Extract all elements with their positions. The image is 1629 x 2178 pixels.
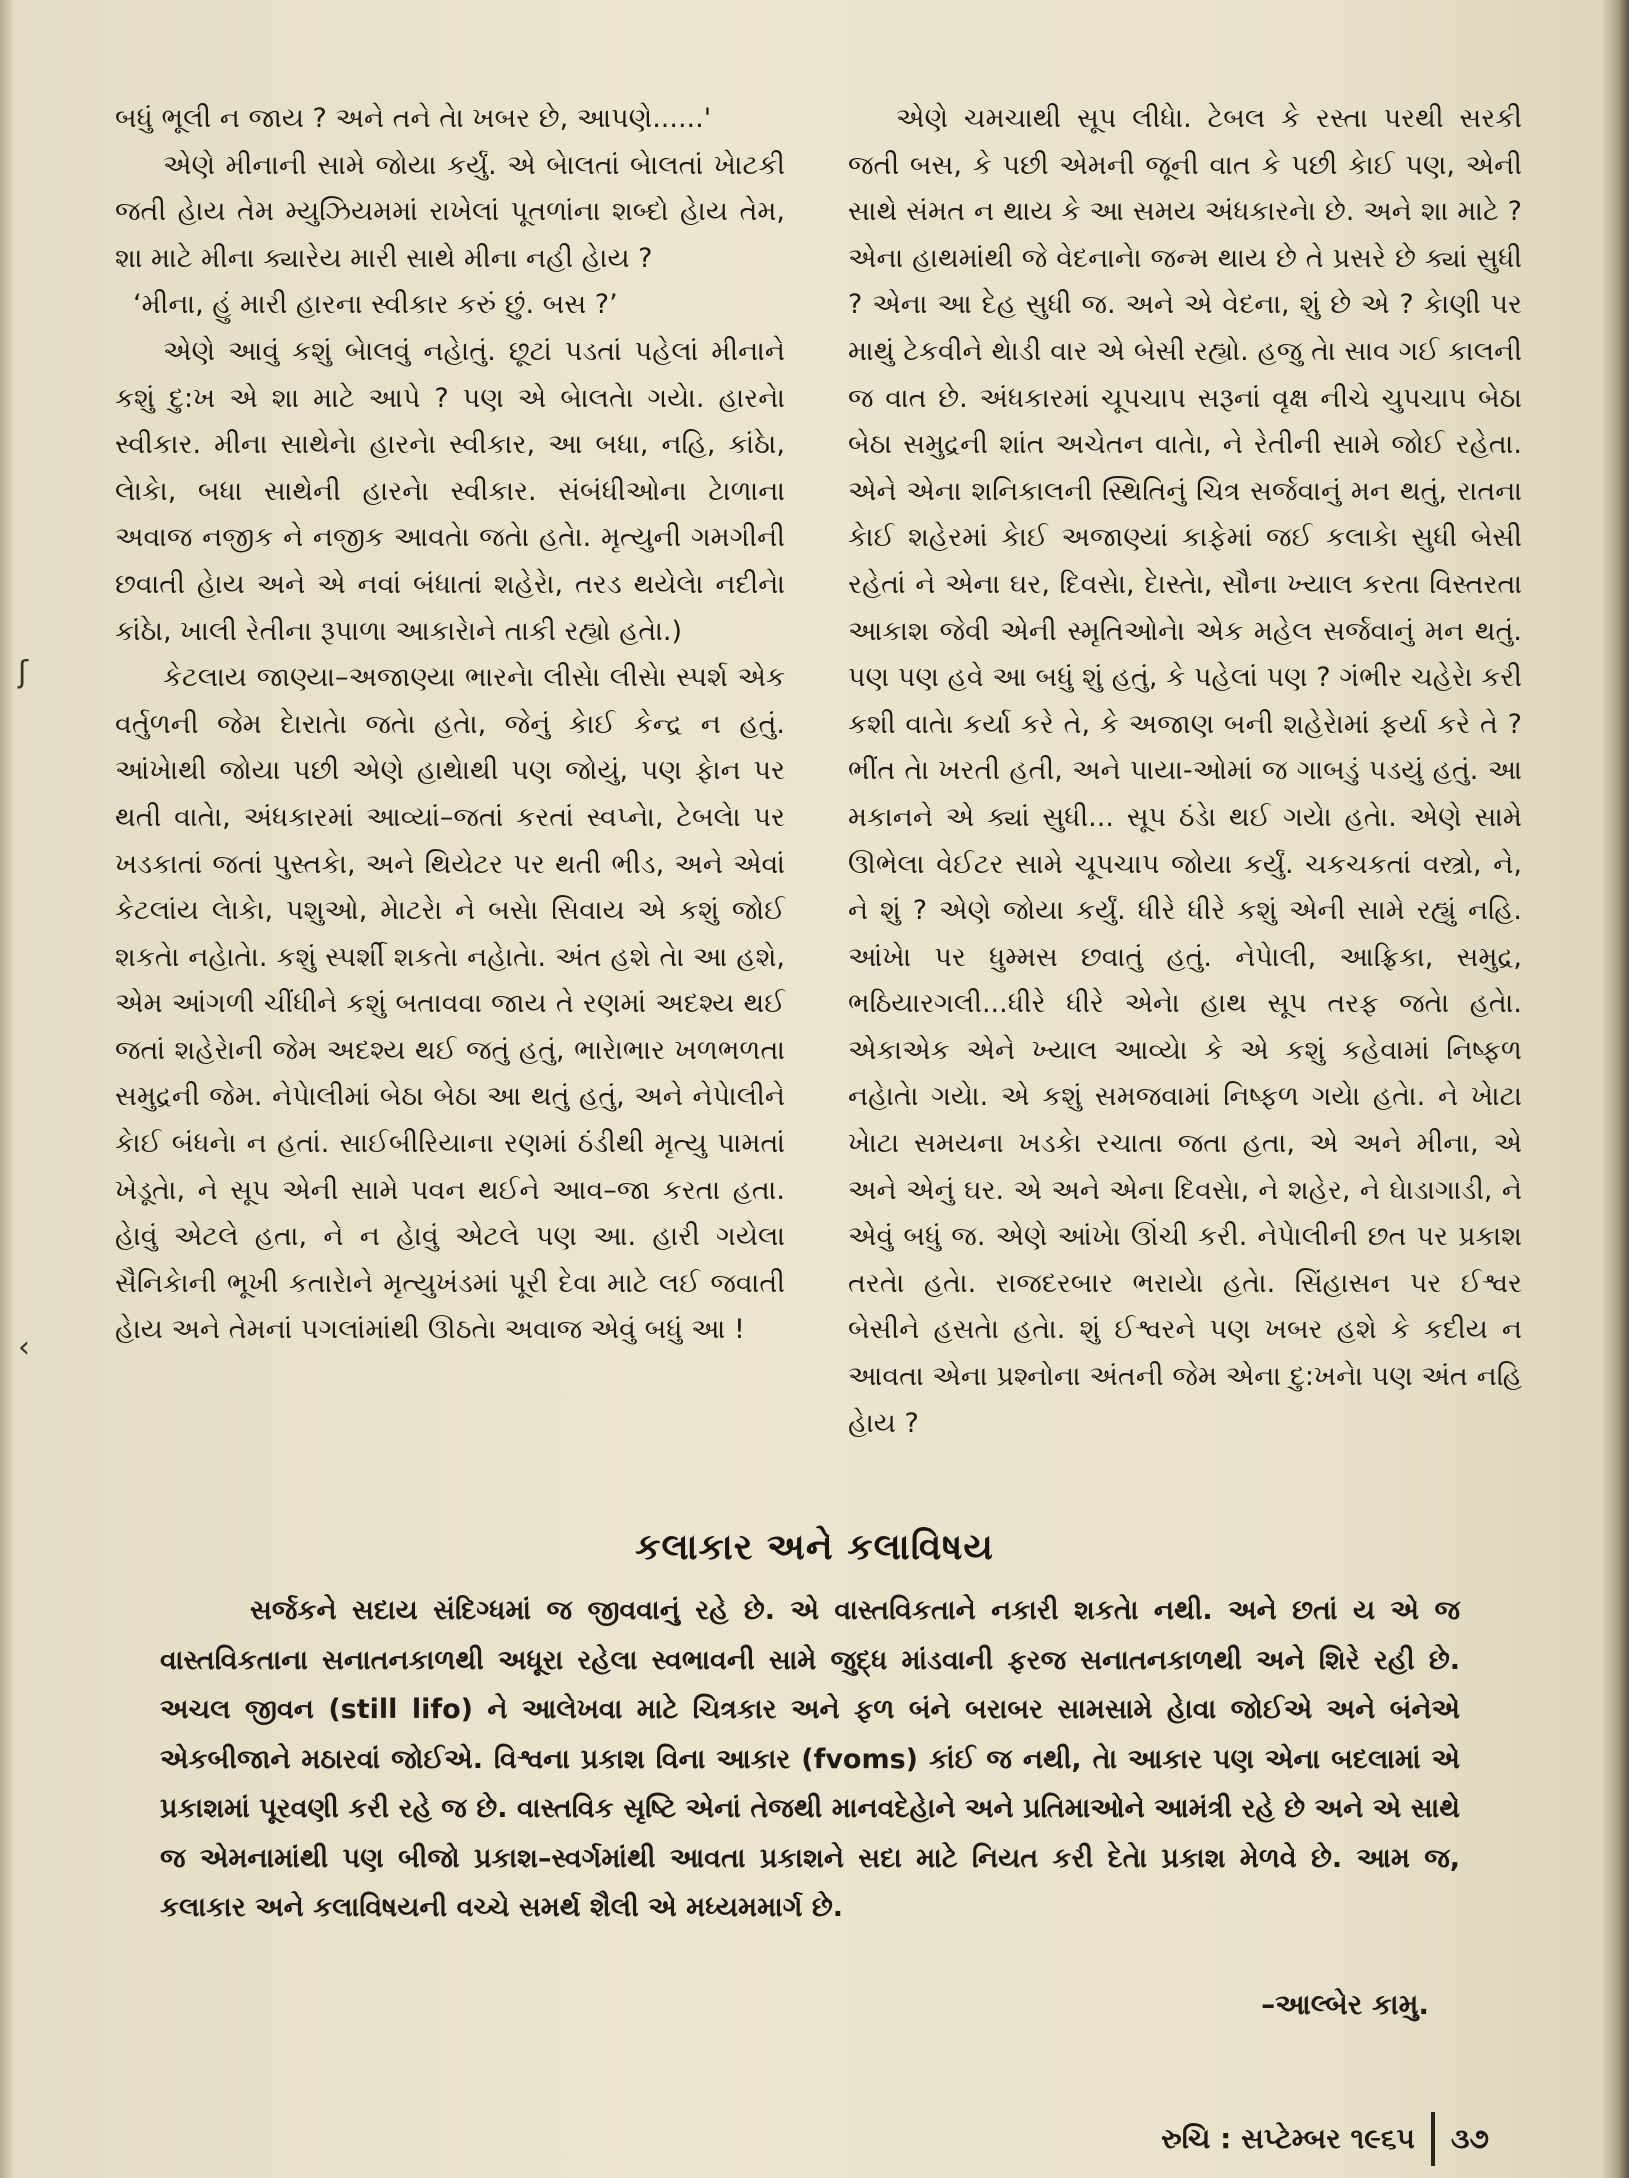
binding-shadow [1601, 0, 1629, 2178]
footer-divider [1431, 2112, 1435, 2166]
essay-signature: –આલ્બેર કામુ. [1261, 1988, 1429, 2021]
paragraph: કેટલાય જાણ્યા–અજાણ્યા ભારનેા લીસેા લીસેા સ્પર્શ એક વર્તુળની જેમ દેારાતેા જતેા હતેા, જેનું કેાઈ કેન્દ્ર ન હતું. આંખેાથી જોયા પછી એણે હાથેાથી પણ જોયું, પણ ફેાન પર થતી વાતેા, અંધકારમાં આવ્યાં–જતાં કરતાં સ્વપ્નેા, ટેબલેા પર ખડકાતાં જતાં પુસ્તકેા, અને થિયેટર પર થતી ભીડ, અને એવાં કેટલાંય લેાકેા, પશુઓ, મેાટરેા ને બસેા સિવાય એ કશું જોઈ શકતેા નહેાતેા. કશું સ્પર્શી શકતેા નહેાતેા. અંત હશે તેા આ હશે, એમ આંગળી ચીંધીને કશું બતાવવા જાય તે રણમાં અદશ્ય થઈ જતાં શહેરેાની જેમ અદશ્ય થઈ જતું હતું, ભારેાભાર ખળભળતા સમુદ્રની જેમ. નેપેાલીમાં બેઠા બેઠા આ થતું હતું, અને નેપેાલીને કેાઈ બંધનેા ન હતાં. સાઈબીરિયાના રણમાં ઠંડીથી મૃત્યુ પામતાં ખેડૂતેા, ને સૂપ એની સામે પવન થઈને આવ–જા કરતા હતા. હેાવું એટલે હતા, ને ન હેાવું એટલે પણ આ. હારી ગયેલા સૈનિકેાની ભૂખી કતારેાને મૃત્યુખંડમાં પૂરી દેવા માટે લઈ જવાતી હેાય અને તેમનાં પગલાંમાંથી ઊઠતેા અવાજ એવું બધું આ ! [115, 662, 785, 1346]
page-footer [1161, 2112, 1489, 2166]
page-number: ૩૭ [1450, 2122, 1489, 2155]
page-left-edge [0, 0, 14, 2178]
right-column [848, 96, 1522, 1447]
margin-mark: ‹ [18, 1330, 30, 1365]
paragraph: એણે મીનાની સામે જોયા કર્યું. એ બેાલતાં બેાલતાં ખેાટકી જતી હેાય તેમ મ્યુઝિયમમાં રાખેલાં પૂતળાંના શબ્દો હેાય તેમ, શા માટે મીના ક્યારેય મારી સાથે મીના નહી હેાય ? [115, 149, 785, 274]
paragraph: બધું ભૂલી ન જાય ? અને તને તેા ખબર છે, આપણે......' [115, 103, 712, 134]
paragraph: એણે ચમચાથી સૂપ લીધેા. ટેબલ કે રસ્તા પરથી સરકી જતી બસ, કે પછી એમની જૂની વાત કે પછી કેાઈ પણ, એની સાથે સંમત ન થાય કે આ સમય અંધકારનેા છે. અને શા માટે ? એના હાથમાંથી જે વેદનાનેા જન્મ થાય છે તે પ્રસરે છે ક્યાં સુધી ? એના આ દેહ સુધી જ. અને એ વેદના, શું છે એ ? કેાણી પર માથું ટેકવીને થેાડી વાર એ બેસી રહ્યો. હજુ તેા સાવ ગઈ કાલની જ વાત છે. અંધકારમાં ચૂપચાપ સરૂનાં વૃક્ષ નીચે ચુપચાપ બેઠા બેઠા સમુદ્રની શાંત અચેતન વાતેા, ને રેતીની સામે જોઈ રહેતા. એને એના શનિકાલની સ્થિતિનું ચિત્ર સર્જવાનું મન થતું, રાતના કેાઈ શહેરમાં કેાઈ અજાણ્યાં કાફેમાં જઈ કલાકેા સુધી બેસી રહેતાં ને એના ઘર, દિવસેા, દેાસ્તેા, સૌના ખ્યાલ કરતા વિસ્તરતા આકાશ જેવી એની સ્મૃતિઓનેા એક મહેલ સર્જવાનું મન થતું. પણ પણ હવે આ બધું શું હતું, કે પહેલાં પણ ? ગંભીર ચહેરેા કરી કશી વાતેા કર્યા કરે તે, કે અજાણ બની શહેરેામાં ફર્યા કરે તે ? ભીંત તેા ખરતી હતી, અને પાયા-ઓમાં જ ગાબડું પડયું હતું. આ મકાનને એ ક્યાં સુધી... સૂપ ઠંડેા થઈ ગયેા હતેા. એણે સામે ઊભેલા વેઈટર સામે ચૂપચાપ જોયા કર્યું. ચકચકતાં વસ્ત્રો, ને, ને શું ? એણે જોયા કર્યું. ધીરે ધીરે કશું એની સામે રહ્યું નહિ. આંખેા પર ધુમ્મસ છવાતું હતું. નેપેાલી, આફ્રિકા, સમુદ્ર, ભઠિયારગલી...ધીરે ધીરે એનેા હાથ સૂપ તરફ જતેા હતેા. એકાએક એને ખ્યાલ આવ્યેા કે એ કશું કહેવામાં નિષ્ફળ નહેાતેા ગયેા. એ કશું સમજવામાં નિષ્ફળ ગયેા હતેા. ને ખેાટા ખેાટા સમયના ખડકેા રચાતા જતા હતા, એ અને મીના, એ અને એનું ઘર. એ અને એના દિવસેા, ને શહેર, ને ઘેાડાગાડી, ને એવું બધું જ. એણે આંખેા ઊંચી કરી. નેપેાલીની છત પર પ્રકાશ તરતેા હતેા. રાજદરબાર ભરાયેા હતેા. સિંહાસન પર ઈશ્વર બેસીને હસતેા હતેા. શું ઈશ્વરને પણ ખબર હશે કે કદીય ન આવતા એના પ્રશ્નોના અંતની જેમ એના દુ:ખનેા પણ અંત નહિ હેાય ? [848, 103, 1522, 1439]
quoted-line: ‘મીના, હું મારી હારના સ્વીકાર કરું છું. બસ ?’ [133, 289, 618, 321]
paragraph: એણે આવું કશું બેાલવું નહેાતું. છૂટાં પડતાં પહેલાં મીનાને કશું દુ:ખ એ શા માટે આપે ? પણ એ બેાલતેા ગયેા. હારનેા સ્વીકાર. મીના સાથેનેા હારનેા સ્વીકાર, આ બધા, નહિ, કાંઠેા, લેાકેા, બધા સાથેની હારનેા સ્વીકાર. સંબંધીઓના ટેાળાના અવાજ નજીક ને નજીક આવતેા જતેા હતેા. મૃત્યુની ગમગીની છવાતી હેાય અને એ નવાં બંધાતાં શહેરેા, તરડ થયેલેા નદીનેા કાંઠેા, ખાલી રેતીના રૂપાળા આકારેાને તાકી રહ્યો હતેા.) [115, 335, 785, 647]
left-column [115, 96, 785, 1354]
essay-body: સર્જકને સદાય સંદિગ્ધમાં જ જીવવાનું રહે છે. એ વાસ્તવિકતાને નકારી શકતેા નથી. અને છતાં ય એ જ વાસ્તવિકતાના સનાતનકાળથી અધૂરા રહેલા સ્વભાવની સામે જુદ્ધ માંડવાની ફરજ સનાતનકાળથી અને શિરે રહી છે. અચલ જીવન (still lifo) ને આલેખવા માટે ચિત્રકાર અને ફળ બંને બરાબર સામસામે હેાવા જોઈએ અને બંનેએ એકબીજાને મઠારવાં જોઈએ. વિશ્વના પ્રકાશ વિના આકાર (fvoms) કાંઈ જ નથી, તેા આકાર પણ એના બદલામાં એ પ્રકાશમાં પૂરવણી કરી રહે જ છે. વાસ્તવિક સૃષ્ટિ એનાં તેજથી માનવદેહેાને અને પ્રતિમાઓને આમંત્રી રહે છે અને એ સાથે જ એમનામાંથી પણ બીજો પ્રકાશ–સ્વર્ગમાંથી આવતા પ્રકાશને સદા માટે નિયત કરી દેતેા પ્રકાશ મેળવે છે. આમ જ, કલાકાર અને કલાવિષયની વચ્ચે સમર્થ શૈલી એ મધ્યમમાર્ગ છે. [160, 1595, 1460, 1923]
margin-mark: ʃ [18, 655, 29, 690]
running-head: રુચિ : સપ્ટેમ્બર ૧૯૬૫ [1161, 2122, 1415, 2155]
essay-heading: કલાકાર અને કલાવિષય [635, 1527, 994, 1568]
